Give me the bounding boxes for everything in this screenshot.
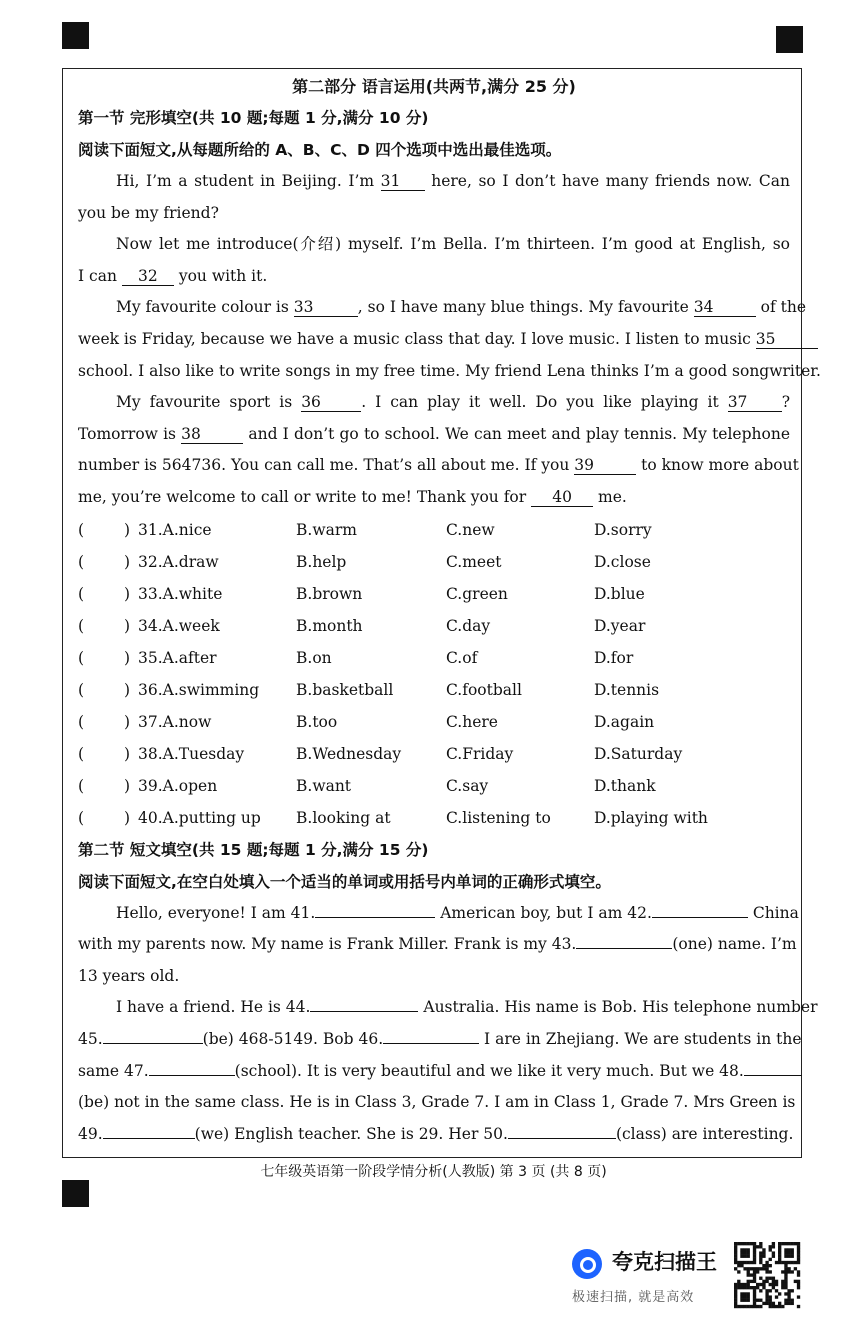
option-row: [78, 546, 790, 578]
passage-text: (we) English teacher. She is 29. Her 50.: [194, 1124, 508, 1143]
cloze-options: [78, 514, 790, 834]
option-c: C.of: [446, 648, 478, 667]
option-b: B.too: [296, 712, 338, 731]
option-c: C.here: [446, 712, 498, 731]
option-d: D.Saturday: [594, 744, 683, 763]
passage-text: Tomorrow is: [78, 424, 182, 443]
passage-line: [78, 1119, 794, 1151]
answer-bracket[interactable]: (: [78, 712, 85, 731]
option-a: 31.A.nice: [138, 520, 212, 539]
passage-text: number is 564736. You can call me. That’s all about me. If you: [78, 456, 575, 475]
answer-bracket[interactable]: (: [78, 680, 85, 699]
option-d: D.for: [594, 648, 634, 667]
cloze-heading: 第一节 完形填空(共 10 题;每题 1 分,满分 10 分): [78, 109, 429, 127]
answer-bracket[interactable]: ): [124, 584, 131, 603]
answer-blank[interactable]: 35: [756, 330, 818, 349]
passage-text: 49.: [78, 1124, 103, 1143]
passage-text: you be my friend?: [78, 203, 219, 222]
passage-line: [78, 992, 818, 1024]
answer-bracket[interactable]: (: [78, 584, 85, 603]
passage-text: (class) are interesting.: [615, 1124, 794, 1143]
option-a: 36.A.swimming: [138, 680, 260, 699]
answer-bracket[interactable]: ): [124, 744, 131, 763]
answer-bracket[interactable]: (: [78, 648, 85, 667]
answer-blank[interactable]: 31: [381, 172, 425, 191]
passage-text: 45.: [78, 1029, 103, 1048]
option-a: 34.A.week: [138, 616, 220, 635]
answer-blank[interactable]: 38: [181, 425, 243, 444]
passage-line: [78, 261, 790, 293]
cloze-instruction: 阅读下面短文,从每题所给的 A、B、C、D 四个选项中选出最佳选项。: [78, 141, 562, 159]
passage-line: [78, 387, 790, 419]
option-a: 39.A.open: [138, 776, 218, 795]
passage-line: [78, 324, 790, 356]
option-row: [78, 802, 790, 834]
option-b: B.warm: [296, 520, 357, 539]
passage-text: (be) not in the same class. He is in Class 3, Grade 7. I am in Class 1, Grade 7. Mrs Green is: [78, 1093, 796, 1112]
option-row: [78, 770, 790, 802]
answer-blank[interactable]: 34: [694, 298, 756, 317]
passage-line: [78, 229, 790, 261]
option-b: B.basketball: [296, 680, 394, 699]
answer-bracket[interactable]: (: [78, 552, 85, 571]
passage-line: [78, 898, 799, 930]
passage-line: [78, 450, 799, 482]
option-a: 33.A.white: [138, 584, 223, 603]
answer-bracket[interactable]: ): [124, 520, 131, 539]
registration-mark-top-left: [62, 22, 89, 49]
passage-text: My favourite sport is: [116, 393, 302, 412]
option-c: C.green: [446, 584, 508, 603]
answer-blank[interactable]: [744, 1075, 802, 1076]
option-a: 32.A.draw: [138, 552, 219, 571]
answer-bracket[interactable]: (: [78, 616, 85, 635]
passage-text: I are in Zhejiang. We are students in the: [479, 1029, 802, 1048]
answer-bracket[interactable]: ): [124, 712, 131, 731]
answer-bracket[interactable]: ): [124, 776, 131, 795]
option-b: B.Wednesday: [296, 744, 402, 763]
option-b: B.want: [296, 776, 352, 795]
option-row: [78, 610, 790, 642]
passage-text: (one) name. I’m: [672, 935, 797, 954]
passage-line: [78, 166, 790, 198]
answer-bracket[interactable]: ): [124, 808, 131, 827]
option-b: B.on: [296, 648, 332, 667]
answer-blank[interactable]: [315, 917, 435, 918]
passage-line: [78, 929, 797, 961]
passage-text: me.: [593, 487, 627, 506]
answer-blank[interactable]: 32: [122, 267, 174, 286]
page-content: [78, 72, 821, 1150]
passage-text: Hi, I’m a student in Beijing. I’m: [116, 172, 381, 190]
option-row: [78, 514, 790, 546]
option-d: D.again: [594, 712, 655, 731]
passage-line: [78, 1087, 796, 1119]
passage-text: Australia. His name is Bob. His telephone number: [418, 998, 818, 1017]
passage-text: China: [747, 903, 799, 922]
option-c: C.new: [446, 520, 495, 539]
scanner-logo-icon: [572, 1249, 602, 1279]
option-d: D.playing with: [594, 808, 708, 827]
scanner-slogan: 极速扫描, 就是高效: [572, 1290, 695, 1305]
passage-text: you with it.: [173, 266, 268, 285]
option-d: D.thank: [594, 776, 656, 795]
passage-text: Now let me introduce(介绍) myself. I’m Bella. I’m thirteen. I’m good at English, so: [116, 235, 790, 254]
passage-text: I can: [78, 266, 122, 285]
passage-text: (be) 468-5149. Bob 46.: [202, 1029, 384, 1048]
passage-line: [78, 292, 807, 324]
page-footer: 七年级英语第一阶段学情分析(人教版) 第 3 页 (共 8 页): [260, 1164, 607, 1180]
answer-blank[interactable]: 40: [531, 488, 593, 507]
passage-text: with my parents now. My name is Frank Miller. Frank is my 43.: [78, 935, 577, 954]
answer-bracket[interactable]: ): [124, 648, 131, 667]
passage-text: , so I have many blue things. My favourite: [357, 298, 694, 317]
option-row: [78, 642, 790, 674]
passage-text: week is Friday, because we have a music class that day. I love music. I listen to music: [78, 329, 756, 348]
answer-blank[interactable]: [103, 1043, 203, 1044]
answer-blank[interactable]: [508, 1138, 616, 1139]
answer-blank[interactable]: [383, 1043, 479, 1044]
option-row: [78, 706, 790, 738]
passage-text: (school). It is very beautiful and we like it very much. But we 48.: [234, 1061, 744, 1080]
answer-blank[interactable]: [149, 1075, 235, 1076]
cloze-passage: [78, 166, 821, 514]
option-a: 35.A.after: [138, 648, 217, 667]
option-row: [78, 674, 790, 706]
fill-passage: [78, 898, 818, 1151]
option-d: D.blue: [594, 584, 645, 603]
option-c: C.say: [446, 776, 489, 795]
passage-text: My favourite colour is: [116, 298, 294, 317]
passage-text: of the: [755, 298, 807, 317]
passage-line: [78, 961, 790, 993]
registration-mark-top-right: [776, 26, 803, 53]
passage-line: [78, 356, 821, 388]
answer-blank[interactable]: [576, 948, 672, 949]
passage-line: [78, 419, 790, 451]
passage-text: . I can play it well. Do you like playing it: [361, 393, 728, 412]
option-c: C.day: [446, 616, 491, 635]
option-b: B.looking at: [296, 808, 391, 827]
answer-blank[interactable]: 39: [574, 456, 636, 475]
answer-blank[interactable]: [652, 917, 748, 918]
option-a: 37.A.now: [138, 712, 212, 731]
option-b: B.help: [296, 552, 347, 571]
answer-bracket[interactable]: ): [124, 552, 131, 571]
answer-bracket[interactable]: (: [78, 776, 85, 795]
passage-line: [78, 482, 790, 514]
passage-text: me, you’re welcome to call or write to me! Thank you for: [78, 487, 532, 506]
answer-blank[interactable]: 37: [728, 393, 782, 412]
qr-code-icon: [734, 1242, 800, 1308]
answer-blank[interactable]: [310, 1011, 418, 1012]
answer-bracket[interactable]: (: [78, 520, 85, 539]
passage-text: Hello, everyone! I am 41.: [116, 903, 316, 922]
answer-bracket[interactable]: ): [124, 616, 131, 635]
answer-bracket[interactable]: (: [78, 744, 85, 763]
fill-heading: 第二节 短文填空(共 15 题;每题 1 分,满分 15 分): [78, 840, 429, 859]
option-d: D.sorry: [594, 520, 652, 539]
passage-line: [78, 1056, 790, 1088]
passage-text: school. I also like to write songs in my free time. My friend Lena thinks I’m a good songwriter.: [78, 361, 821, 380]
option-a: 38.A.Tuesday: [138, 744, 245, 763]
option-c: C.football: [446, 680, 522, 699]
option-c: C.listening to: [446, 808, 551, 827]
passage-text: same 47.: [78, 1061, 149, 1080]
option-b: B.brown: [296, 584, 363, 603]
answer-blank[interactable]: 33: [294, 298, 358, 317]
answer-bracket[interactable]: (: [78, 808, 85, 827]
passage-text: American boy, but I am 42.: [435, 903, 652, 922]
passage-line: [78, 198, 790, 230]
option-a: 40.A.putting up: [138, 808, 261, 827]
scanner-brand: 夸克扫描王: [612, 1250, 717, 1274]
passage-line: [78, 1024, 802, 1056]
option-row: [78, 738, 790, 770]
option-d: D.year: [594, 616, 646, 635]
answer-blank[interactable]: [103, 1138, 195, 1139]
option-c: C.Friday: [446, 744, 514, 763]
option-row: [78, 578, 790, 610]
passage-text: ?: [781, 393, 790, 412]
answer-blank[interactable]: 36: [301, 393, 361, 412]
option-c: C.meet: [446, 552, 502, 571]
option-d: D.tennis: [594, 680, 660, 699]
passage-text: here, so I don’t have many friends now. Can: [424, 172, 791, 190]
passage-text: I have a friend. He is 44.: [116, 998, 311, 1017]
option-d: D.close: [594, 552, 651, 571]
part-title: 第二部分 语言运用(共两节,满分 25 分): [292, 77, 576, 96]
option-b: B.month: [296, 616, 363, 635]
passage-text: 13 years old.: [78, 966, 180, 985]
fill-instruction: 阅读下面短文,在空白处填入一个适当的单词或用括号内单词的正确形式填空。: [78, 872, 611, 891]
passage-text: to know more about: [636, 456, 799, 475]
passage-text: and I don’t go to school. We can meet and play tennis. My telephone: [243, 424, 790, 443]
answer-bracket[interactable]: ): [124, 680, 131, 699]
